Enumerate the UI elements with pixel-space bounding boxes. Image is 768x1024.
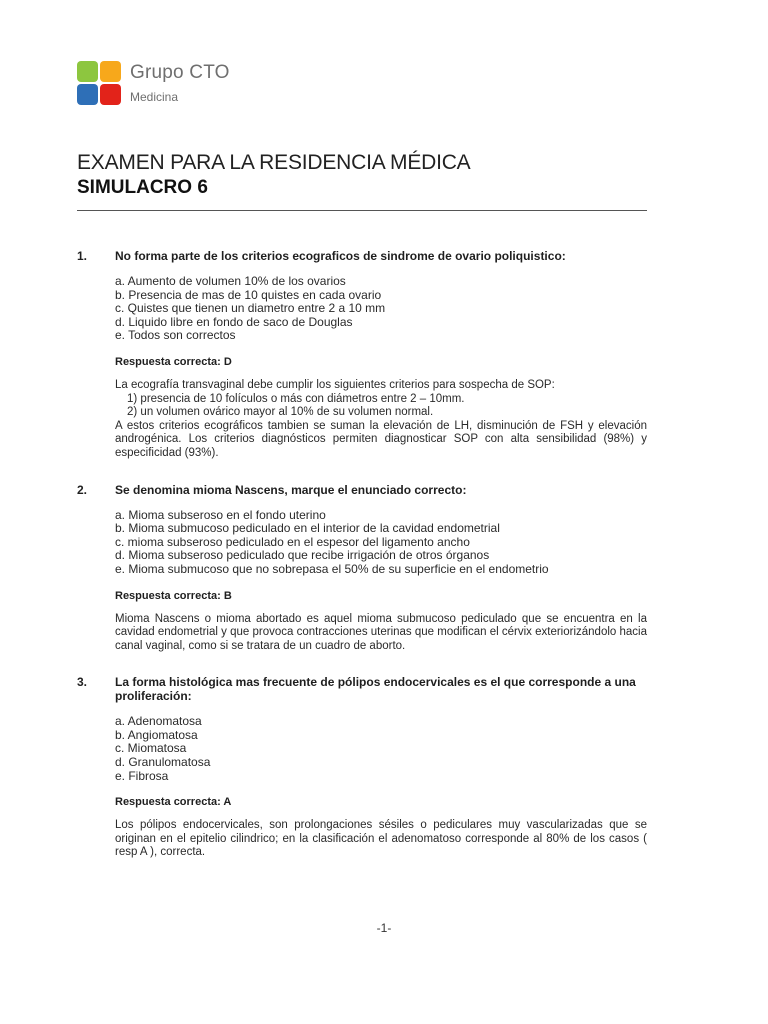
logo-subtitle: Medicina [130,90,179,104]
option-d: d. Mioma subseroso pediculado que recibe irrigación de otros órganos [115,548,490,563]
option-a: a. Mioma subseroso en el fondo uterino [115,507,326,522]
option-d: d. Liquido libre en fondo de saco de Douglas [115,314,353,329]
logo-square-green [77,61,98,82]
answer-label: Respuesta correcta: D [115,355,232,368]
option-c: c. mioma subseroso pediculado en el espesor del ligamento ancho [115,534,470,549]
option-a: a. Aumento de volumen 10% de los ovarios [115,274,346,288]
option-b: b. Angiomatosa [115,727,198,742]
logo-title: Grupo CTO [130,62,230,83]
answer-label: Respuesta correcta: B [115,589,232,602]
options-list [115,275,647,343]
question-1 [77,249,647,461]
answer-label: Respuesta correcta: A [115,796,232,809]
options-list [115,715,647,783]
logo-square-red [100,84,121,105]
explanation-line: 2) un volumen ovárico mayor al 10% de su volumen normal. [127,406,434,419]
page-number: -1- [376,921,392,935]
explanation-line: A estos criterios ecográficos tambien se suman la elevación de LH, disminución de FSH y elevación androgénica. Los criterios diagnósticos permiten diagnosticar SOP con alta sensibilidad (98%) y especificidad (93%). [115,419,647,459]
option-e: e. Fibrosa [115,768,169,783]
option-d: d. Granulomatosa [115,755,211,770]
option-c: c. Quistes que tienen un diametro entre 2 a 10 mm [115,301,386,316]
question-number: 3. [77,675,88,690]
logo-square-orange [100,61,121,82]
option-c: c. Miomatosa [115,741,187,756]
logo-mark-icon [77,61,121,105]
simulacro-title: SIMULACRO 6 [77,177,208,198]
question-text: No forma parte de los criterios ecograficos de sindrome de ovario poliquistico: [115,249,566,263]
question-text: La forma histológica mas frecuente de pólipos endocervicales es el que corresponde a una proliferación: [115,675,636,704]
option-b: b. Presencia de mas de 10 quistes en cada ovario [115,287,382,302]
option-a: a. Adenomatosa [115,714,202,729]
option-e: e. Mioma submucoso que no sobrepasa el 50% de su superficie en el endometrio [115,561,549,576]
logo-square-blue [77,84,98,105]
question-3 [77,675,647,860]
explanation [115,379,647,461]
option-b: b. Mioma submucoso pediculado en el interior de la cavidad endometrial [115,521,500,536]
question-number: 2. [77,482,88,497]
explanation-line: La ecografía transvaginal debe cumplir los siguientes criterios para sospecha de SOP: [115,378,555,391]
exam-title: EXAMEN PARA LA RESIDENCIA MÉDICA [77,151,471,174]
header-divider [77,210,647,211]
question-number: 1. [77,249,88,263]
options-list [115,509,647,577]
document-header [77,150,647,200]
questions-list [77,249,647,882]
explanation-line: Mioma Nascens o mioma abortado es aquel mioma submucoso pediculado que se encuentra en la cavidad endometrial y que provoca contracciones uterinas que modifican el cérvix exteriorizándolo hacia canal vaginal, como si se tratara de un cuadro de aborto. [115,612,647,652]
explanation-line: Los pólipos endocervicales, son prolongaciones sésiles o pediculares muy vascularizadas que se originan en el epitelio cilindrico; en la clasificación el adenomatoso corresponde al 80% de los casos ( resp A ), correcta. [115,819,647,859]
grupo-cto-logo [77,61,230,105]
question-text: Se denomina mioma Nascens, marque el enunciado correcto: [115,482,467,497]
explanation-line: 1) presencia de 10 folículos o más con diámetros entre 2 – 10mm. [127,392,465,405]
question-2 [77,483,647,654]
option-e: e. Todos son correctos [115,328,236,343]
explanation [115,613,647,654]
explanation [115,819,647,860]
